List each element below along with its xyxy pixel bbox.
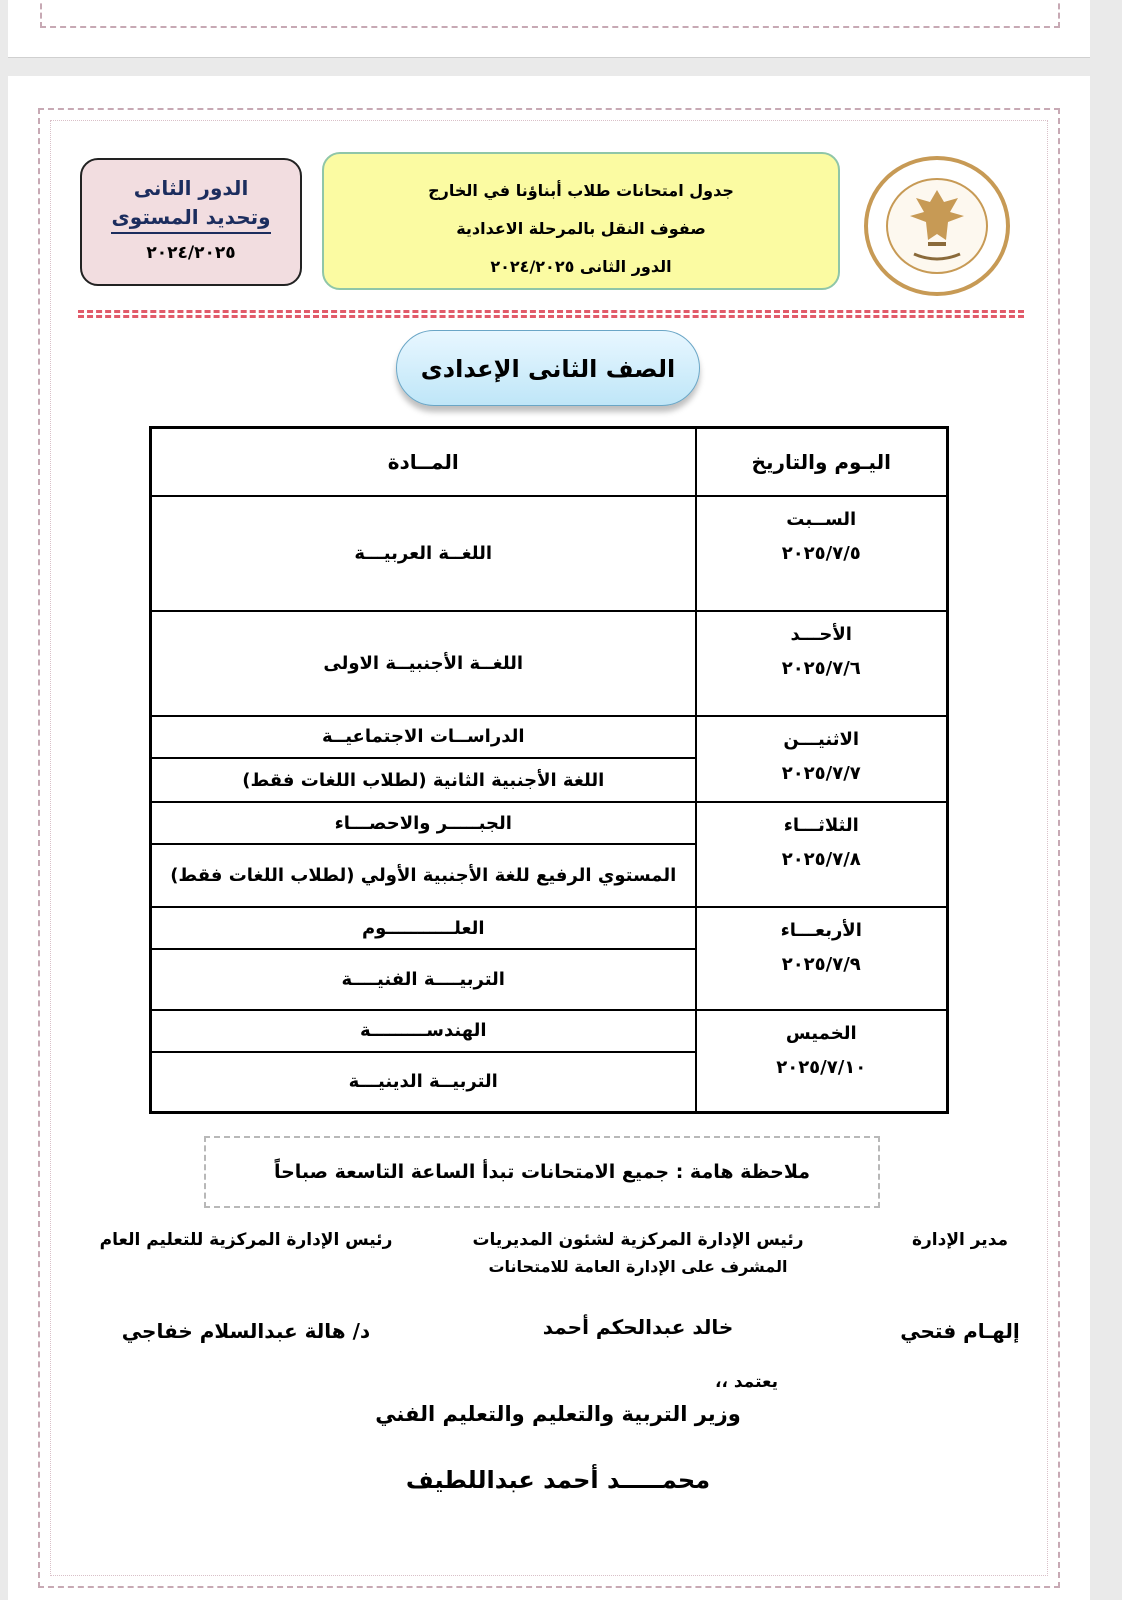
day-name: الأحـــد bbox=[790, 623, 852, 645]
day-name: الســبت bbox=[786, 509, 857, 530]
grade-title: الصف الثانى الإعدادى bbox=[396, 330, 700, 406]
subject-cell: التربيــــة الفنيــــة bbox=[151, 949, 696, 1009]
header-line-2: صفوف النقل بالمرحلة الاعدادية bbox=[456, 219, 706, 238]
subject-cell: العلـــــــــــوم bbox=[151, 907, 696, 949]
section-divider bbox=[78, 310, 1024, 318]
subject-cell: اللغــة العربيـــة bbox=[151, 496, 696, 611]
day-cell bbox=[696, 802, 948, 907]
director-name: إلهـام فتحي bbox=[900, 1319, 1020, 1343]
session-box bbox=[80, 158, 302, 286]
subject-cell: اللغة الأجنبية الثانية (لطلاب اللغات فقط) bbox=[151, 758, 696, 802]
central-admin-name: خالد عبدالحكم أحمد bbox=[542, 1315, 734, 1339]
header-day-date: اليـوم والتاريخ bbox=[696, 428, 948, 497]
day-cell bbox=[696, 907, 948, 1010]
table-row bbox=[151, 1010, 948, 1052]
important-note: ملاحظة هامة : جميع الامتحانات تبدأ الساعة التاسعة صباحاً bbox=[204, 1136, 880, 1208]
exam-schedule-table bbox=[149, 426, 949, 1114]
subject-cell: المستوي الرفيع للغة الأجنبية الأولي (لطلاب اللغات فقط) bbox=[151, 844, 696, 906]
exam-date: ٢٠٢٥/٧/٧ bbox=[781, 762, 861, 784]
session-line-1: الدور الثانى bbox=[133, 176, 249, 200]
exam-date: ٢٠٢٥/٧/٥ bbox=[781, 543, 861, 564]
day-name: الثلاثـــاء bbox=[783, 815, 859, 837]
eagle-emblem-icon bbox=[888, 180, 986, 272]
subject-cell: الدراســات الاجتماعيــة bbox=[151, 716, 696, 758]
day-cell bbox=[696, 611, 948, 716]
header-line-1: جدول امتحانات طلاب أبناؤنا في الخارج bbox=[428, 181, 734, 200]
table-row bbox=[151, 907, 948, 949]
exam-date: ٢٠٢٥/٧/١٠ bbox=[776, 1056, 867, 1078]
exam-date: ٢٠٢٥/٧/٩ bbox=[781, 953, 861, 975]
signature-director bbox=[870, 1226, 1050, 1254]
session-year: ٢٠٢٤/٢٠٢٥ bbox=[146, 243, 236, 263]
signature-title: مدير الإدارة bbox=[911, 1230, 1009, 1250]
seal-emblem bbox=[886, 178, 988, 274]
ministry-seal-logo bbox=[864, 156, 1010, 296]
table-row bbox=[151, 611, 948, 716]
minister-title: وزير التربية والتعليم والتعليم الفني bbox=[375, 1402, 741, 1426]
day-cell bbox=[696, 716, 948, 803]
signature-central-admin bbox=[438, 1226, 838, 1280]
schedule-header-box bbox=[322, 152, 840, 290]
table-row bbox=[151, 496, 948, 611]
signature-title: رئيس الإدارة المركزية للتعليم العام bbox=[99, 1230, 393, 1250]
general-education-name: د/ هالة عبدالسلام خفاجي bbox=[121, 1319, 371, 1343]
table-header-row bbox=[151, 428, 948, 497]
signature-general-education bbox=[66, 1226, 426, 1254]
session-line-2: وتحديد المستوى bbox=[111, 202, 270, 234]
signature-title: رئيس الإدارة المركزية لشئون المديريات bbox=[472, 1230, 804, 1250]
day-name: الأربعـــاء bbox=[780, 919, 862, 941]
header-line-3: الدور الثانى ٢٠٢٤/٢٠٢٥ bbox=[490, 257, 672, 276]
document-page bbox=[8, 76, 1090, 1600]
page-border bbox=[40, 0, 1060, 28]
day-cell bbox=[696, 1010, 948, 1113]
header-subject: المــادة bbox=[151, 428, 696, 497]
table-row bbox=[151, 802, 948, 844]
day-name: الاثنيـــن bbox=[783, 728, 860, 750]
minister-name: محمـــــد أحمد عبداللطيف bbox=[405, 1466, 711, 1494]
subject-cell: الجبـــــر والاحصـــاء bbox=[151, 802, 696, 844]
signature-subtitle: المشرف على الإدارة العامة للامتحانات bbox=[488, 1257, 788, 1276]
approval-label: يعتمد ،، bbox=[715, 1372, 778, 1392]
subject-cell: التربيــة الدينيـــة bbox=[151, 1052, 696, 1113]
subject-cell: اللغــة الأجنبيــة الاولى bbox=[151, 611, 696, 716]
previous-page-fragment bbox=[8, 0, 1090, 58]
exam-date: ٢٠٢٥/٧/٦ bbox=[781, 657, 861, 679]
day-cell bbox=[696, 496, 948, 611]
table-row bbox=[151, 716, 948, 758]
day-name: الخميس bbox=[785, 1022, 857, 1044]
subject-cell: الهندســـــــــة bbox=[151, 1010, 696, 1052]
exam-date: ٢٠٢٥/٧/٨ bbox=[781, 849, 861, 871]
